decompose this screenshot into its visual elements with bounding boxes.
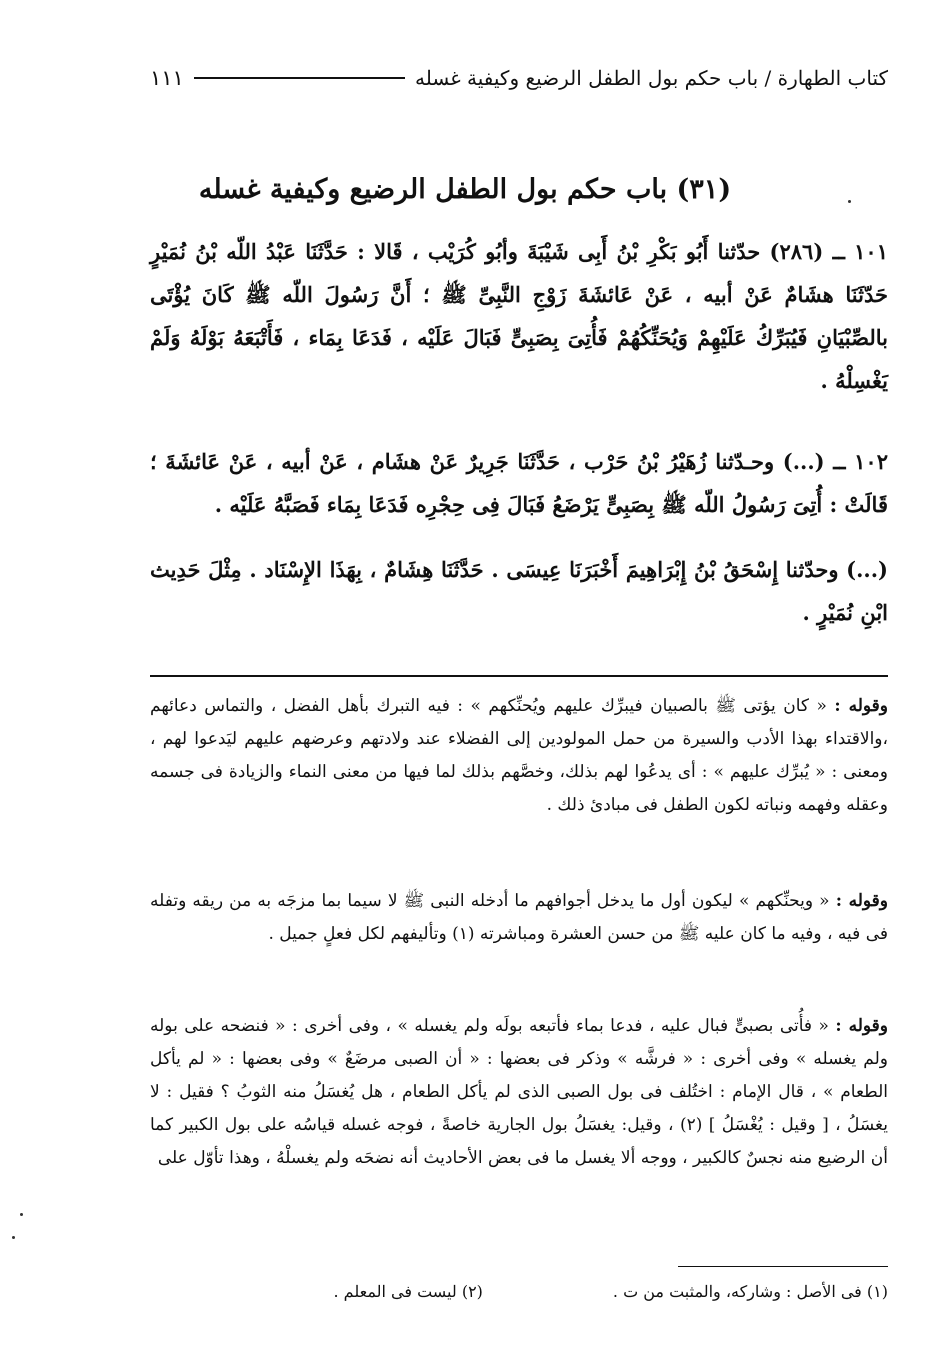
commentary-text: « ويحنِّكهم » ليكون أول ما يدخل أجوافهم ما أدخله النبى ﷺ لا سيما بما مزجَه به من ريقه وتفله فى فيه ، وفيه ما كان عليه ﷺ من حسن العشرة ومباشرته (١) وتأليفهم لكل فعلٍ جميل . — [150, 891, 888, 944]
commentary-lead: وقوله : — [834, 696, 888, 716]
running-header — [150, 58, 888, 98]
commentary-text: « فأُتى بصبىٍّ فبال عليه ، فدعا بماء فأتبعه بولَه ولم يغسله » ، وفى أخرى : « فنضحه على بوله ولم يغسله » وفى أخرى : « فرشَّه » وذكر فى بعضها : « أن الصبى مرضَعٌ » وفى بعضها : « لم يأكل الطعام » ، قال الإمام : اختُلف فى بول الصبى الذى لم يأكل الطعام ، هل يُغسَلُ منه الثوبُ ؟ فقيل : لا يغسَلُ ، [ وقيل : يُغْسَلُ ] (٢) ، وقيل: يغسَلُ بول الجارية خاصةً ، فوجه غسله قياسُه على بول الكبير كما أن الرضيع منه نجسٌ كالكبير ، ووجه ألا يغسل ما فى بعض الأحاديث أنه نضحَه ولم يغسلْهُ ، وهذا تأوّل على — [150, 1016, 888, 1168]
hadith-101: ١٠١ ــ (٢٨٦) حدّثنا أَبُو بَكْرِ بْنُ أَبِى شَيْبَةَ وأبُو كُرَيْب ، قَالا : حَدَّثَنَا عَبْدُ اللّه بْنُ نُمَيْرٍ حَدّثَنَا هشَامٌ عَنْ أبيه ، عَنْ عَائشَةَ زَوْجِ النَّبِىِّ ﷺ ؛ أَنَّ رَسُولَ اللّه ﷺ كَانَ يُؤْتَى بالصِّبْيَانِ فَيُبَرِّكُ عَلَيْهِمْ وَيُحَنِّكُهُمْ فَأُتِىَ بِصَبِىٍّ فَبَالَ عَلَيْه ، فَدَعَا بِمَاء ، فَأَتْبَعَهُ بَوْلَهُ وَلَمْ يَغْسِلْهُ . — [150, 239, 888, 393]
hadith-102: ١٠٢ ــ (...) وحـدّثنا زُهَيْرُ بْنُ حَرْب ، حَدَّثَنَا جَرِيرٌ عَنْ هشَام ، عَنْ أبيه ، عَنْ عَائشَةَ ؛ قَالَتْ : أُتِىَ رَسُولُ اللّه ﷺ بِصَبِىٍّ يَرْضَعُ فَبَالَ فِى حِجْرِه فَدَعَا بِمَاء فَصَبَّهُ عَلَيْه . — [150, 449, 888, 517]
footnotes — [150, 1282, 888, 1301]
commentary-lead: وقوله : — [835, 1016, 888, 1036]
commentary-paragraph — [150, 885, 888, 951]
footnote-divider — [678, 1266, 888, 1267]
header-rule — [194, 77, 405, 79]
footnote-2: (٢) ليست فى المعلم . — [333, 1282, 483, 1301]
commentary-paragraph — [150, 1010, 888, 1175]
hadith-102-chain: (...) وحدّثنا إِسْحَقُ بْنُ إِبْرَاهِيمَ أَخْبَرَنَا عِيسَى . حَدَّثَنَا هِشَامٌ ، بِهَذَا الإِسْنَاد . مِثْلَ حَدِيث ابْنِ نُمَيْرٍ . — [150, 557, 888, 625]
page-number: ١١١ — [150, 66, 184, 90]
commentary-paragraph — [150, 690, 888, 822]
scan-speck — [12, 1236, 15, 1239]
scan-speck — [20, 1213, 23, 1216]
commentary-lead: وقوله : — [835, 891, 889, 911]
running-title: كتاب الطهارة / باب حكم بول الطفل الرضيع وكيفية غسله — [415, 66, 888, 90]
commentary-text: « كان يؤتى ﷺ بالصبيان فيبرِّك عليهم ويُحنِّكهم » : فيه التبرك بأهل الفضل ، والتماس دعائهم ،والاقتداء بهذا الأدب والسيرة من حمل المولودين إلى الفضلاء عند ولادتهم وعرضهم عليهم ليَدعوا لهم ، ومعنى : « يُبرِّك عليهم » : أى يدعُوا لهم بذلك، وخصَّهم بذلك لما فيها من معنى النماء والزيادة فى جسمه وعقله وفهمه ونباته لكون الطفل فى مبادئ ذلك . — [150, 696, 888, 815]
chapter-title: (٣١) باب حكم بول الطفل الرضيع وكيفية غسله — [198, 174, 732, 205]
footnote-1: (١) فى الأصل : وشاركه، والمثبت من ت . — [612, 1282, 888, 1301]
commentary-divider — [150, 675, 888, 677]
